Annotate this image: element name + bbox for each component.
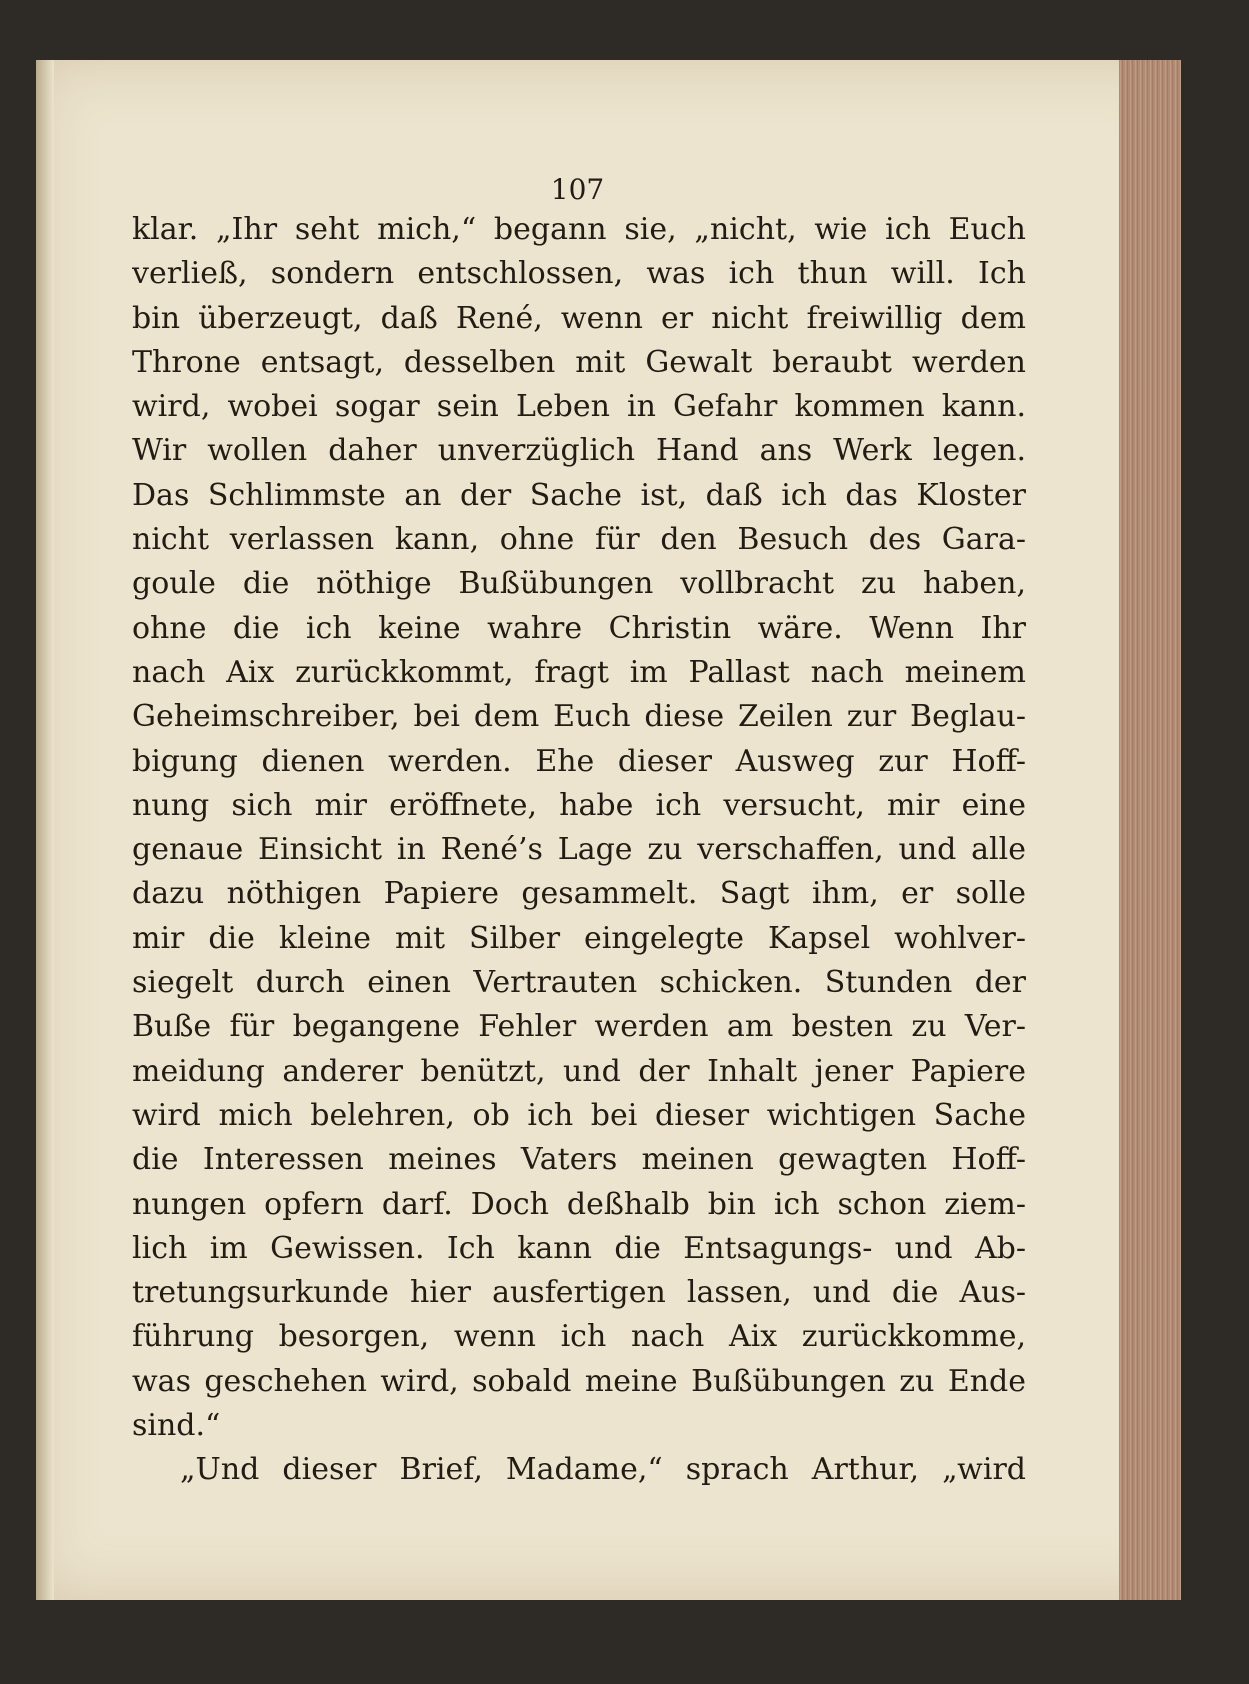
- text-line: nungen opfern darf. Doch deßhalb bin ich schon ziem-: [132, 1186, 1026, 1222]
- text-line: Das Schlimmste an der Sache ist, daß ich das Kloster: [132, 477, 1026, 513]
- text-line: nach Aix zurückkommt, fragt im Pallast nach meinem: [132, 654, 1026, 690]
- text-line: dazu nöthigen Papiere gesammelt. Sagt ihm, er solle: [132, 876, 1026, 912]
- page-number: 107: [550, 173, 605, 206]
- text-line: die Interessen meines Vaters meinen gewagten Hoff-: [132, 1142, 1026, 1178]
- text-line: siegelt durch einen Vertrauten schicken. Stunden der: [132, 965, 1026, 1001]
- text-line: ohne die ich keine wahre Christin wäre. Wenn Ihr: [132, 610, 1026, 646]
- text-line: verließ, sondern entschlossen, was ich thun will. Ich: [132, 256, 1026, 292]
- text-line: bigung dienen werden. Ehe dieser Ausweg zur Hoff-: [132, 743, 1026, 779]
- text-line: was geschehen wird, sobald meine Bußübungen zu Ende: [132, 1363, 1026, 1399]
- text-line: führung besorgen, wenn ich nach Aix zurückkomme,: [132, 1319, 1026, 1355]
- text-line: klar. „Ihr seht mich,“ begann sie, „nicht, wie ich Euch: [132, 212, 1026, 247]
- page-gutter: [36, 60, 54, 1600]
- text-line: sind.“: [132, 1408, 221, 1444]
- text-line: mir die kleine mit Silber eingelegte Kapsel wohlver-: [132, 920, 1026, 956]
- text-line: goule die nöthige Bußübungen vollbracht zu haben,: [132, 566, 1026, 602]
- text-line: Geheimschreiber, bei dem Euch diese Zeilen zur Beglau-: [132, 699, 1026, 735]
- text-line: tretungsurkunde hier ausfertigen lassen, und die Aus-: [132, 1275, 1026, 1311]
- body-text: [132, 208, 1026, 1493]
- text-line: wird mich belehren, ob ich bei dieser wichtigen Sache: [132, 1097, 1026, 1133]
- page-edges: [1119, 60, 1181, 1600]
- text-line: genaue Einsicht in René’s Lage zu verschaffen, und alle: [132, 832, 1026, 868]
- text-line: Wir wollen daher unverzüglich Hand ans Werk legen.: [132, 433, 1026, 469]
- text-line: nung sich mir eröffnete, habe ich versucht, mir eine: [132, 787, 1026, 823]
- text-line: meidung anderer benützt, und der Inhalt jener Papiere: [132, 1053, 1026, 1089]
- text-line: lich im Gewissen. Ich kann die Entsagungs- und Ab-: [132, 1230, 1026, 1266]
- text-line: wird, wobei sogar sein Leben in Gefahr kommen kann.: [132, 389, 1026, 425]
- text-line: Buße für begangene Fehler werden am besten zu Ver-: [132, 1009, 1026, 1045]
- text-line: „Und dieser Brief, Madame,“ sprach Arthur, „wird: [180, 1452, 1026, 1488]
- book-page: [36, 60, 1181, 1600]
- text-line: nicht verlassen kann, ohne für den Besuch des Gara-: [132, 522, 1026, 558]
- text-line: Throne entsagt, desselben mit Gewalt beraubt werden: [132, 344, 1026, 380]
- text-line: bin überzeugt, daß René, wenn er nicht freiwillig dem: [132, 300, 1026, 336]
